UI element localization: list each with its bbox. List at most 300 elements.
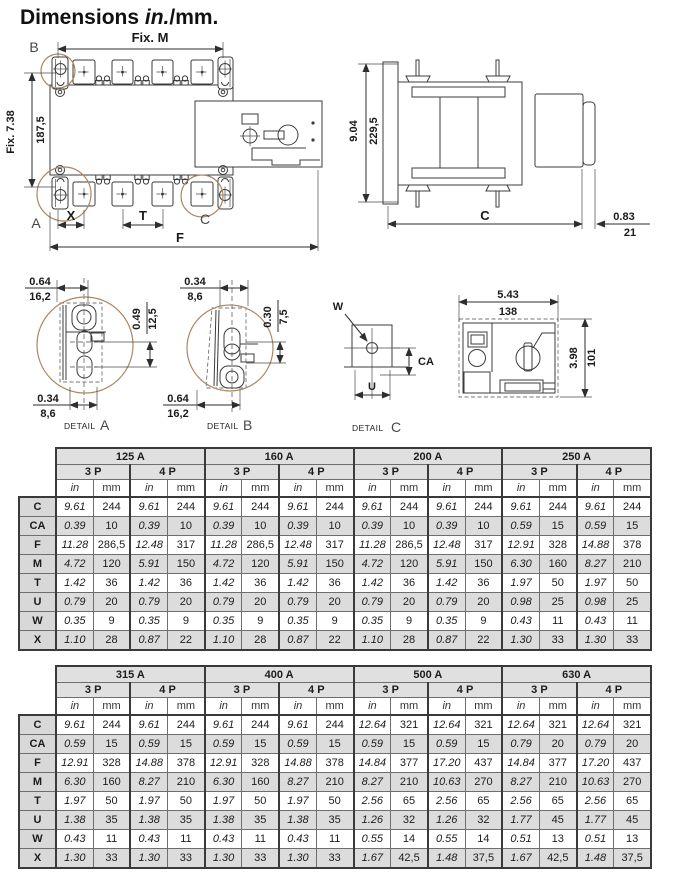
pole-header: 4 P	[428, 683, 502, 698]
value-cell: 1.30	[130, 849, 167, 869]
value-cell: 0.43	[577, 612, 614, 631]
value-cell: 20	[242, 593, 279, 612]
value-cell: 1.48	[428, 849, 465, 869]
unit-header: mm	[614, 480, 651, 498]
value-cell: 2.56	[428, 792, 465, 811]
dimension-table-125-250	[18, 447, 652, 651]
value-cell: 42,5	[391, 849, 428, 869]
dimension-row	[19, 811, 651, 830]
dim-t-label: T	[139, 208, 147, 223]
value-cell: 45	[539, 811, 576, 830]
dim-f-label: F	[176, 230, 184, 245]
value-cell: 12.91	[502, 536, 539, 555]
dimension-row	[19, 612, 651, 631]
value-cell: 1.30	[205, 849, 242, 869]
value-cell: 0.59	[502, 517, 539, 536]
unit-header: in	[577, 480, 614, 498]
value-cell: 0.43	[205, 830, 242, 849]
pole-header: 4 P	[279, 465, 353, 480]
value-cell: 15	[391, 735, 428, 754]
spacer-cell	[19, 465, 56, 480]
value-cell: 1.48	[577, 849, 614, 869]
value-cell: 9.61	[56, 497, 93, 517]
handle-top-icon	[516, 346, 540, 370]
value-cell: 20	[539, 735, 576, 754]
dimension-row	[19, 593, 651, 612]
value-cell: 14.84	[354, 754, 391, 773]
value-cell: 33	[539, 631, 576, 651]
value-cell: 17.20	[428, 754, 465, 773]
value-cell: 10	[391, 517, 428, 536]
value-cell: 0.35	[279, 612, 316, 631]
detail-c-letter: C	[391, 419, 402, 435]
value-cell: 15	[242, 735, 279, 754]
dimension-row	[19, 773, 651, 792]
row-label: M	[19, 555, 56, 574]
row-label: U	[19, 593, 56, 612]
value-cell: 10	[316, 517, 353, 536]
bottom-terminals	[52, 175, 233, 209]
spacer-cell	[19, 448, 56, 465]
title-in-unit: in.	[144, 6, 170, 29]
unit-header: mm	[168, 480, 205, 498]
mechanism-side	[535, 94, 583, 167]
value-cell: 120	[242, 555, 279, 574]
value-cell: 9	[391, 612, 428, 631]
rating-header: 125 A	[56, 448, 205, 465]
value-cell: 10	[93, 517, 130, 536]
value-cell: 244	[93, 715, 130, 735]
value-cell: 9.61	[428, 497, 465, 517]
value-cell: 9	[465, 612, 502, 631]
value-cell: 9	[168, 612, 205, 631]
handle-mechanism	[195, 101, 322, 167]
value-cell: 65	[465, 792, 502, 811]
value-cell: 0.79	[577, 735, 614, 754]
point-b-label: B	[29, 39, 39, 55]
value-cell: 286,5	[93, 536, 130, 555]
value-cell: 1.38	[205, 811, 242, 830]
value-cell: 36	[168, 574, 205, 593]
value-cell: 244	[391, 497, 428, 517]
pole-header-row	[19, 465, 651, 480]
unit-header: mm	[539, 698, 576, 716]
value-cell: 1.42	[279, 574, 316, 593]
value-cell: 210	[391, 773, 428, 792]
value-cell: 1.97	[502, 574, 539, 593]
value-cell: 0.79	[354, 593, 391, 612]
value-cell: 1.38	[279, 811, 316, 830]
value-cell: 0.59	[354, 735, 391, 754]
unit-header: in	[279, 480, 316, 498]
unit-header: mm	[316, 698, 353, 716]
value-cell: 50	[242, 792, 279, 811]
value-cell: 15	[465, 735, 502, 754]
topview-width-mm: 138	[498, 306, 518, 318]
detail-drawings	[0, 262, 680, 445]
value-cell: 5.91	[279, 555, 316, 574]
value-cell: 4.72	[205, 555, 242, 574]
value-cell: 12.64	[577, 715, 614, 735]
value-cell: 0.39	[428, 517, 465, 536]
value-cell: 1.97	[130, 792, 167, 811]
pole-header: 4 P	[577, 683, 651, 698]
value-cell: 50	[539, 574, 576, 593]
value-cell: 0.39	[205, 517, 242, 536]
spacer-cell	[19, 683, 56, 698]
value-cell: 270	[465, 773, 502, 792]
value-cell: 244	[242, 715, 279, 735]
value-cell: 50	[168, 792, 205, 811]
value-cell: 6.30	[502, 555, 539, 574]
value-cell: 15	[614, 517, 651, 536]
value-cell: 0.43	[279, 830, 316, 849]
value-cell: 328	[539, 536, 576, 555]
value-cell: 0.39	[130, 517, 167, 536]
spacer-cell	[19, 666, 56, 683]
value-cell: 321	[539, 715, 576, 735]
value-cell: 10	[465, 517, 502, 536]
value-cell: 20	[614, 735, 651, 754]
value-cell: 14.88	[279, 754, 316, 773]
detail-b-bottom-in: 0.64	[167, 393, 189, 405]
value-cell: 17.20	[577, 754, 614, 773]
value-cell: 20	[93, 593, 130, 612]
detail-b-drawing	[163, 276, 290, 433]
value-cell: 14	[465, 830, 502, 849]
value-cell: 65	[614, 792, 651, 811]
value-cell: 13	[539, 830, 576, 849]
value-cell: 0.43	[502, 612, 539, 631]
value-cell: 210	[539, 773, 576, 792]
value-cell: 4.72	[354, 555, 391, 574]
detail-c-drawing	[333, 301, 434, 435]
detail-b-right-in: 0.30	[262, 306, 274, 328]
unit-header: in	[130, 480, 167, 498]
value-cell: 9.61	[502, 497, 539, 517]
value-cell: 37,5	[614, 849, 651, 869]
value-cell: 0.79	[279, 593, 316, 612]
dimension-row	[19, 536, 651, 555]
unit-header: in	[205, 480, 242, 498]
value-cell: 378	[316, 754, 353, 773]
value-cell: 1.30	[577, 631, 614, 651]
value-cell: 0.59	[205, 735, 242, 754]
point-a-label: A	[31, 215, 41, 231]
value-cell: 0.59	[279, 735, 316, 754]
value-cell: 9	[316, 612, 353, 631]
dimension-row	[19, 631, 651, 651]
dimension-tables	[18, 447, 652, 880]
value-cell: 1.42	[205, 574, 242, 593]
unit-header: mm	[316, 480, 353, 498]
value-cell: 244	[168, 715, 205, 735]
value-cell: 244	[316, 715, 353, 735]
value-cell: 0.79	[130, 593, 167, 612]
value-cell: 9	[93, 612, 130, 631]
dim-fix-m-label: Fix. M	[131, 30, 169, 45]
row-label: W	[19, 830, 56, 849]
value-cell: 1.26	[428, 811, 465, 830]
value-cell: 33	[168, 849, 205, 869]
row-label: F	[19, 754, 56, 773]
value-cell: 160	[242, 773, 279, 792]
point-c-label: C	[199, 211, 211, 227]
value-cell: 14.88	[130, 754, 167, 773]
topview-height-mm: 101	[586, 348, 598, 368]
value-cell: 5.91	[130, 555, 167, 574]
rating-header: 630 A	[502, 666, 651, 683]
value-cell: 244	[614, 497, 651, 517]
unit-header: mm	[168, 698, 205, 716]
value-cell: 377	[539, 754, 576, 773]
pole-header: 3 P	[205, 683, 279, 698]
value-cell: 328	[242, 754, 279, 773]
rating-header: 160 A	[205, 448, 354, 465]
value-cell: 11	[539, 612, 576, 631]
value-cell: 2.56	[354, 792, 391, 811]
value-cell: 0.39	[279, 517, 316, 536]
unit-header: in	[502, 698, 539, 716]
spacer-cell	[19, 480, 56, 498]
value-cell: 321	[391, 715, 428, 735]
value-cell: 33	[242, 849, 279, 869]
dimension-row	[19, 849, 651, 869]
value-cell: 317	[316, 536, 353, 555]
pole-header: 3 P	[502, 683, 576, 698]
value-cell: 22	[465, 631, 502, 651]
unit-header: in	[354, 698, 391, 716]
unit-header: in	[56, 480, 93, 498]
value-cell: 1.42	[354, 574, 391, 593]
value-cell: 8.27	[279, 773, 316, 792]
rating-header: 500 A	[354, 666, 503, 683]
detail-c-w-label: W	[332, 301, 344, 313]
dimension-row	[19, 754, 651, 773]
value-cell: 12.48	[279, 536, 316, 555]
detail-b-bottom-mm: 16,2	[167, 408, 189, 420]
value-cell: 9	[242, 612, 279, 631]
dimension-row	[19, 830, 651, 849]
value-cell: 0.51	[577, 830, 614, 849]
row-label: W	[19, 612, 56, 631]
detail-b-top-mm: 8,6	[187, 291, 203, 303]
value-cell: 12.48	[428, 536, 465, 555]
unit-header: mm	[93, 698, 130, 716]
value-cell: 286,5	[391, 536, 428, 555]
dim-083-label: 0.83	[613, 211, 635, 223]
value-cell: 12.64	[354, 715, 391, 735]
pole-header: 4 P	[279, 683, 353, 698]
value-cell: 9.61	[279, 497, 316, 517]
dim-c-label: C	[480, 208, 490, 223]
unit-header: mm	[242, 698, 279, 716]
value-cell: 36	[242, 574, 279, 593]
value-cell: 28	[93, 631, 130, 651]
dimension-row	[19, 517, 651, 536]
value-cell: 1.97	[279, 792, 316, 811]
pole-header: 3 P	[205, 465, 279, 480]
value-cell: 33	[316, 849, 353, 869]
dimension-row	[19, 497, 651, 517]
value-cell: 15	[539, 517, 576, 536]
value-cell: 10	[242, 517, 279, 536]
dimension-row	[19, 574, 651, 593]
value-cell: 150	[465, 555, 502, 574]
unit-header: mm	[465, 698, 502, 716]
value-cell: 0.59	[130, 735, 167, 754]
value-cell: 35	[168, 811, 205, 830]
value-cell: 32	[465, 811, 502, 830]
detail-c-caption: DETAIL	[352, 423, 384, 433]
value-cell: 378	[168, 754, 205, 773]
value-cell: 1.38	[56, 811, 93, 830]
value-cell: 9.61	[205, 497, 242, 517]
value-cell: 1.10	[205, 631, 242, 651]
value-cell: 0.98	[577, 593, 614, 612]
value-cell: 210	[168, 773, 205, 792]
value-cell: 1.77	[577, 811, 614, 830]
value-cell: 14.88	[577, 536, 614, 555]
detail-a-top-mm: 16,2	[29, 291, 51, 303]
detail-a-circle	[37, 297, 133, 393]
value-cell: 0.51	[502, 830, 539, 849]
value-cell: 25	[614, 593, 651, 612]
value-cell: 65	[391, 792, 428, 811]
value-cell: 11.28	[56, 536, 93, 555]
value-cell: 244	[539, 497, 576, 517]
value-cell: 244	[242, 497, 279, 517]
value-cell: 32	[391, 811, 428, 830]
value-cell: 12.64	[502, 715, 539, 735]
pole-header: 3 P	[56, 683, 130, 698]
value-cell: 0.39	[56, 517, 93, 536]
value-cell: 0.87	[130, 631, 167, 651]
unit-header-row	[19, 698, 651, 716]
title-suffix: /mm.	[169, 6, 219, 29]
value-cell: 437	[465, 754, 502, 773]
value-cell: 35	[93, 811, 130, 830]
unit-header: in	[428, 480, 465, 498]
value-cell: 244	[168, 497, 205, 517]
pole-header: 4 P	[130, 683, 204, 698]
value-cell: 378	[614, 536, 651, 555]
unit-header: in	[354, 480, 391, 498]
value-cell: 0.59	[577, 517, 614, 536]
detail-c-u-label: U	[368, 381, 376, 393]
value-cell: 1.30	[502, 631, 539, 651]
value-cell: 5.91	[428, 555, 465, 574]
detail-a-bottom-in: 0.34	[37, 393, 59, 405]
unit-header: mm	[391, 480, 428, 498]
value-cell: 150	[168, 555, 205, 574]
value-cell: 1.97	[56, 792, 93, 811]
value-cell: 25	[539, 593, 576, 612]
value-cell: 42,5	[539, 849, 576, 869]
value-cell: 437	[614, 754, 651, 773]
row-label: M	[19, 773, 56, 792]
value-cell: 12.64	[428, 715, 465, 735]
value-cell: 14.84	[502, 754, 539, 773]
dimension-row	[19, 715, 651, 735]
unit-header: mm	[539, 480, 576, 498]
value-cell: 50	[614, 574, 651, 593]
value-cell: 160	[539, 555, 576, 574]
detail-a-top-in: 0.64	[29, 276, 51, 288]
value-cell: 10	[168, 517, 205, 536]
value-cell: 0.87	[428, 631, 465, 651]
value-cell: 2.56	[502, 792, 539, 811]
value-cell: 37,5	[465, 849, 502, 869]
pole-header: 3 P	[354, 465, 428, 480]
value-cell: 244	[93, 497, 130, 517]
value-cell: 12.91	[56, 754, 93, 773]
value-cell: 160	[93, 773, 130, 792]
page-title	[20, 6, 218, 30]
value-cell: 6.30	[205, 773, 242, 792]
value-cell: 9.61	[354, 497, 391, 517]
row-label: F	[19, 536, 56, 555]
value-cell: 0.79	[205, 593, 242, 612]
value-cell: 0.79	[428, 593, 465, 612]
value-cell: 22	[316, 631, 353, 651]
value-cell: 0.55	[354, 830, 391, 849]
detail-b-caption: DETAIL	[207, 421, 239, 431]
value-cell: 0.59	[56, 735, 93, 754]
value-cell: 0.43	[130, 830, 167, 849]
value-cell: 1.10	[56, 631, 93, 651]
value-cell: 120	[391, 555, 428, 574]
value-cell: 1.30	[56, 849, 93, 869]
handle-side	[583, 102, 595, 165]
value-cell: 11	[316, 830, 353, 849]
value-cell: 317	[465, 536, 502, 555]
value-cell: 10.63	[577, 773, 614, 792]
value-cell: 0.55	[428, 830, 465, 849]
value-cell: 317	[168, 536, 205, 555]
detail-a-letter: A	[100, 417, 110, 433]
row-label: X	[19, 849, 56, 869]
row-label: U	[19, 811, 56, 830]
value-cell: 65	[539, 792, 576, 811]
value-cell: 15	[93, 735, 130, 754]
value-cell: 12.91	[205, 754, 242, 773]
unit-header: in	[205, 698, 242, 716]
value-cell: 1.42	[428, 574, 465, 593]
value-cell: 11.28	[205, 536, 242, 555]
value-cell: 50	[93, 792, 130, 811]
value-cell: 1.97	[577, 574, 614, 593]
value-cell: 9.61	[56, 715, 93, 735]
unit-header: mm	[465, 480, 502, 498]
value-cell: 1.67	[354, 849, 391, 869]
value-cell: 0.79	[56, 593, 93, 612]
value-cell: 11	[242, 830, 279, 849]
value-cell: 9.61	[130, 497, 167, 517]
side-view-drawing	[348, 60, 650, 239]
pole-header: 4 P	[428, 465, 502, 480]
value-cell: 9.61	[205, 715, 242, 735]
dimension-row	[19, 555, 651, 574]
value-cell: 1.42	[56, 574, 93, 593]
value-cell: 36	[93, 574, 130, 593]
value-cell: 1.77	[502, 811, 539, 830]
value-cell: 210	[614, 555, 651, 574]
unit-header: in	[279, 698, 316, 716]
detail-a-caption: DETAIL	[64, 421, 96, 431]
detail-a-right-mm: 12,5	[147, 308, 159, 330]
row-label: CA	[19, 517, 56, 536]
